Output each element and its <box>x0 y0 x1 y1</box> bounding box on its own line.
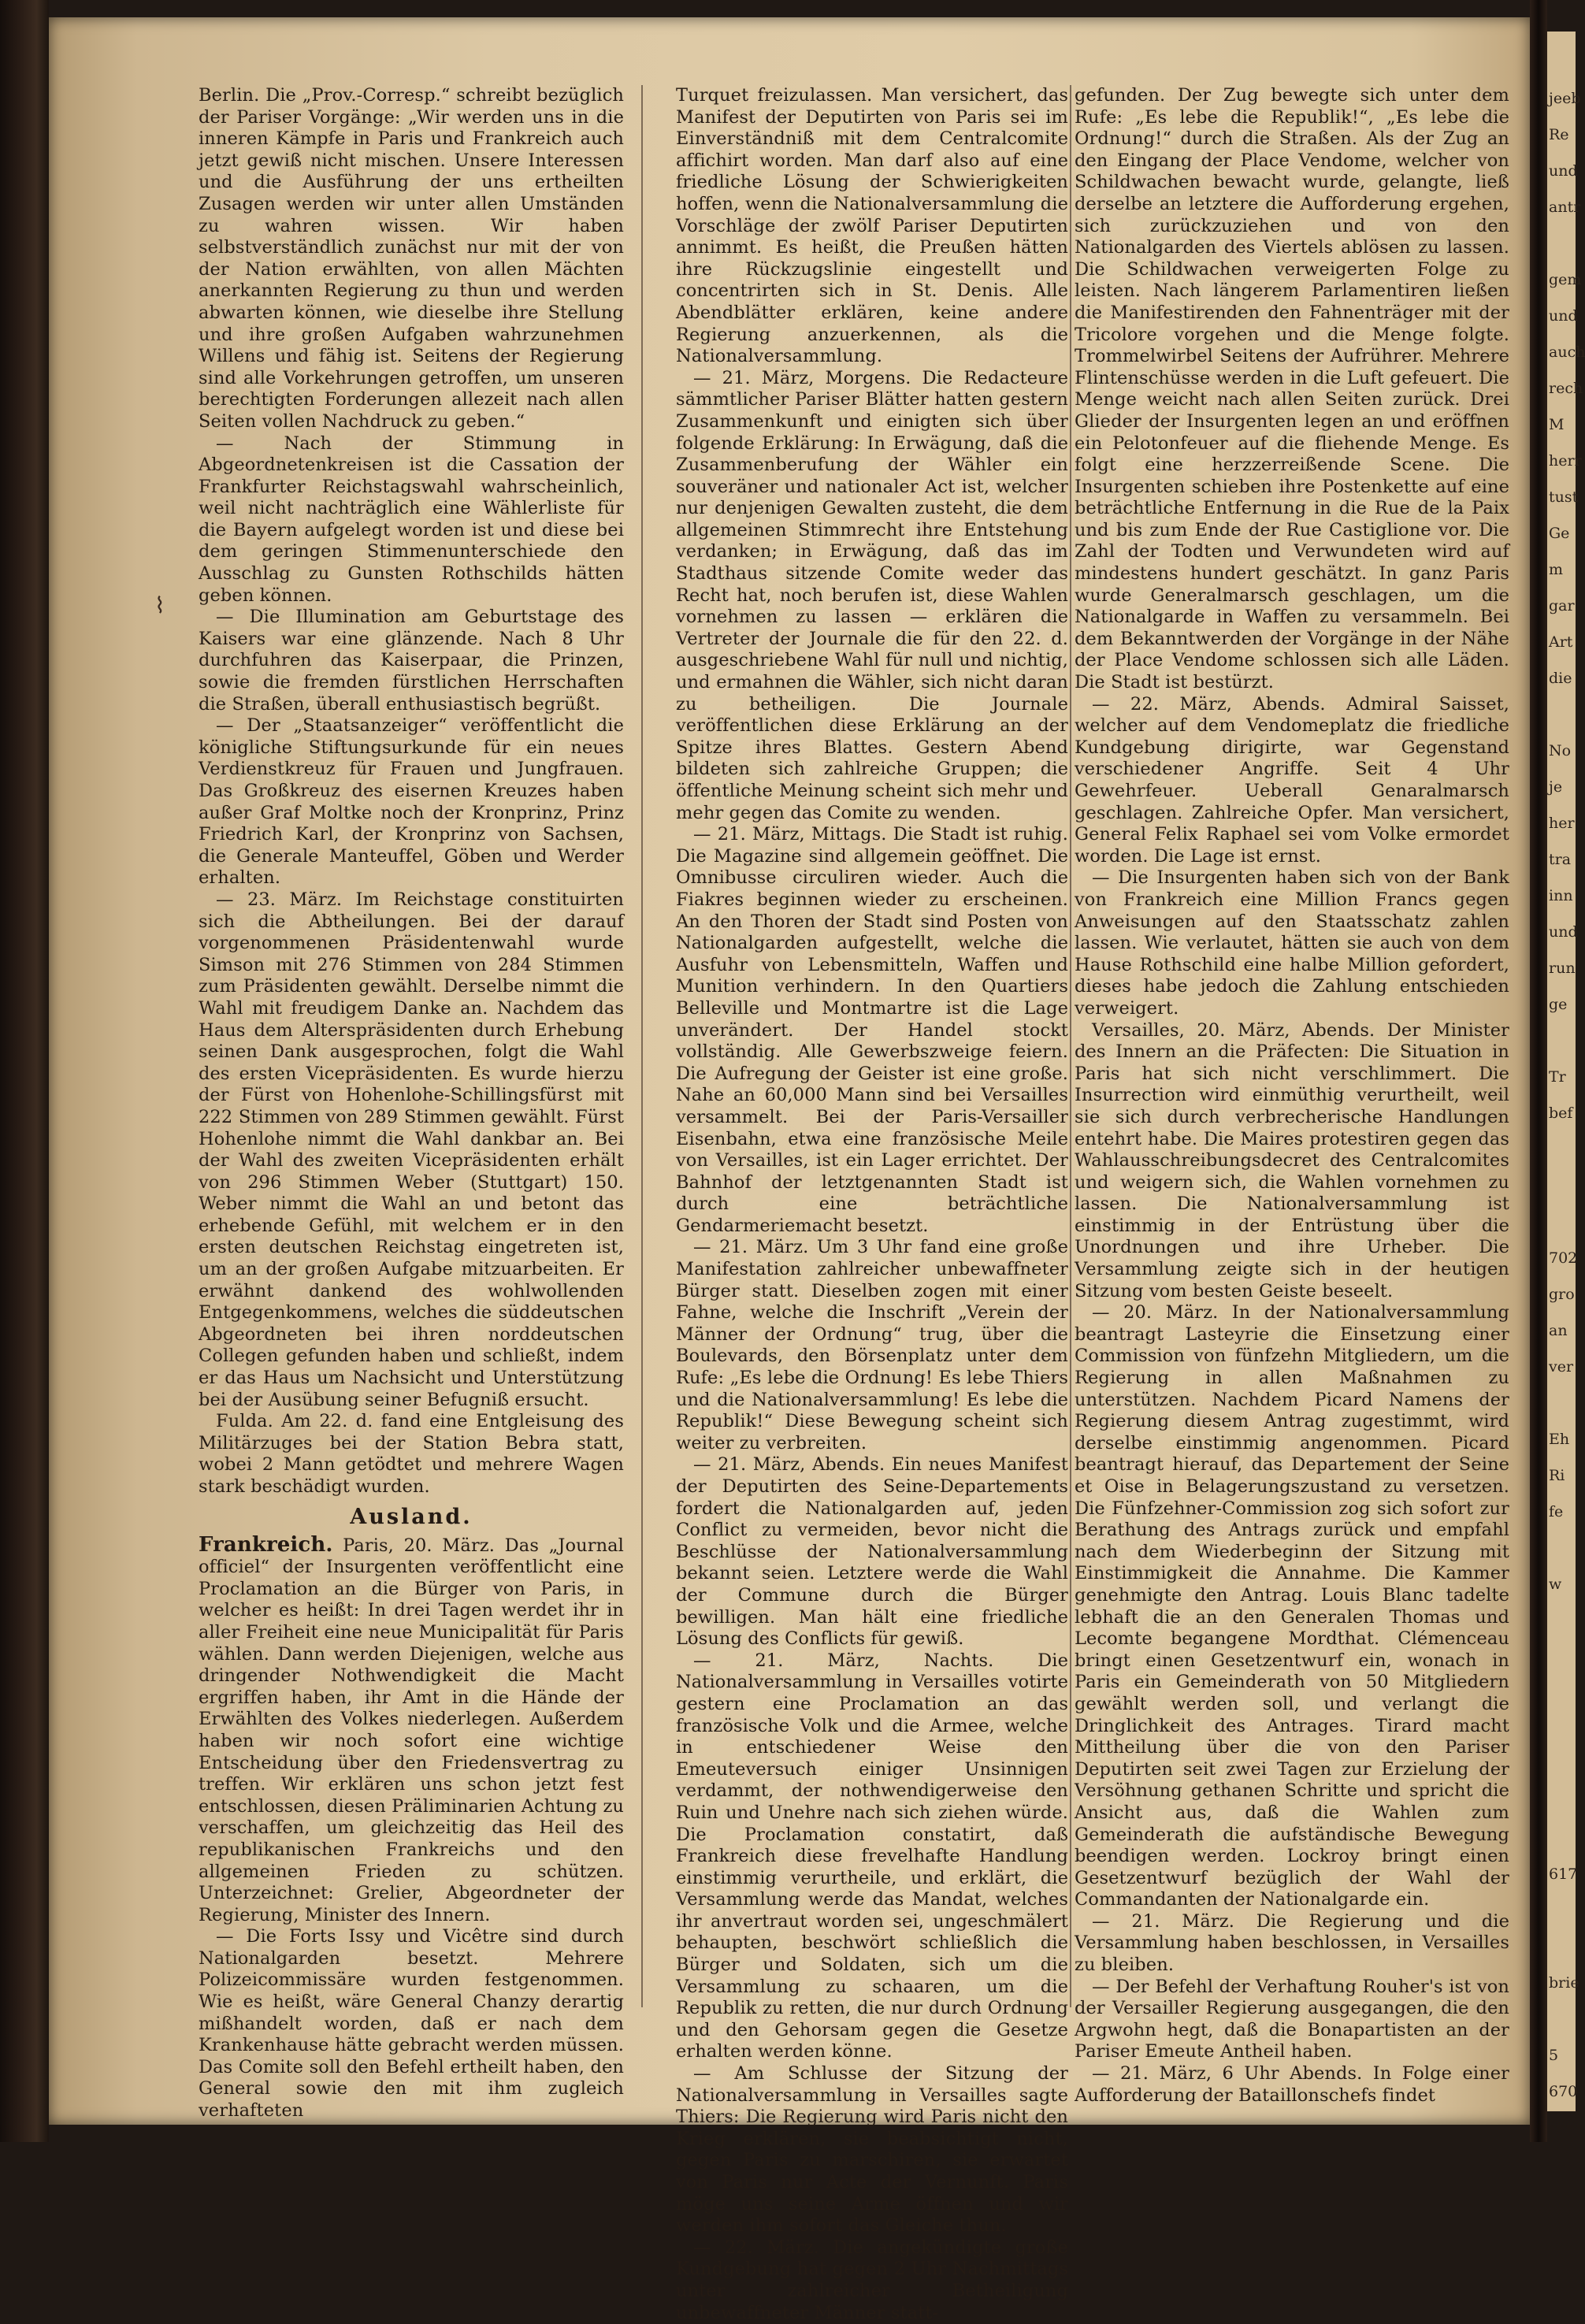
column-rule-1 <box>641 85 643 2007</box>
next-page-fragment: M <box>1549 416 1565 433</box>
redacteure-item: — 21. März, Morgens. Die Redacteure sämmtlicher Pariser Blätter hatten gestern Zusammenkunft und einigten sich über folgende Erklärung: In Erwägung, daß die Zusammenberufung der Wähler ein souveräner und nationaler Act ist, welcher nur denjenigen Gewalten zusteht, die dem allgemeinen Stimmrecht ihre Entstehung verdanken; in Erwägung, daß das im Stadthaus sitzende Comite weder das Recht hat, noch berufen ist, diese Wahlen vornehmen zu lassen — erklären die Vertreter der Journale die für den 22. d. ausgeschriebene Wahl für null und nichtig, und ermahnen die Wähler, sich nicht daran zu betheiligen. Die Journale veröffentlichen diese Erklärung an der Spitze ihres Blattes. Gestern Abend bildeten sich zahlreiche Gruppen; die öffentliche Meinung scheint sich mehr und mehr gegen das Comite zu wenden. <box>676 367 1068 823</box>
next-page-fragment: Ge <box>1549 525 1570 542</box>
next-page-fragment: Tr <box>1549 1068 1566 1086</box>
kundgebung-item: — 22. März. Die angekündigte große Kundgebung hat gegen 2 Uhr Nachmittags unter zahlreicher Betheiligung unbewaffneter Männer statt- <box>676 2237 1068 2323</box>
next-page-fragment: die <box>1549 670 1572 687</box>
next-page-fragment: ge <box>1549 996 1568 1013</box>
turquet-item: Turquet freizulassen. Man versichert, das Manifest der Deputirten von Paris sei im Einverständniß mit dem Centralcomite affichirt worden. Man darf also auf eine friedliche Lösung der Schwierigkeiten hoffen, wenn die Nationalversammlung die Vorschläge der zwölf Pariser Deputirten annimmt. Es heißt, die Preußen hätten ihre Rückzugslinie eingestellt und concentrirten sich in St. Denis. Alle Abendblätter erklären, keine andere Regierung anzuerkennen, als die Nationalversammlung. <box>676 85 1068 367</box>
next-page-fragment: ver <box>1549 1358 1574 1375</box>
fulda-item: Fulda. Am 22. d. fand eine Entgleisung des Militärzuges bei der Station Bebra statt, wobei 2 Mann getödtet und mehrere Wagen stark beschädigt wurden. <box>199 1411 624 1497</box>
next-page-fragment: w <box>1549 1576 1562 1593</box>
nachts-item: — 21. März, Nachts. Die Nationalversammlung in Versailles votirte gestern eine Proclamation an das französische Volk und die Armee, welche in entschiedener Weise den Emeuteversuch einiger Unsinnigen verdammt, der nothwendigerweise den Ruin und Unehre nach sich ziehen würde. Die Proclamation constatirt, daß Frankreich diese frevelhafte Handlung einstimmig verurtheile, und erklärt, die Versammlung werde das Mandat, welches ihr anvertraut worden sei, ungeschmälert behaupten, beschwört schließlich die Bürger und Soldaten, sich um die Versammlung zu schaaren, um die Republik zu retten, die nur durch Ordnung und den Gehorsam gegen die Gesetze erhalten werden könne. <box>676 1650 1068 2062</box>
staatsanzeiger-item: — Der „Staatsanzeiger“ veröffentlicht die königliche Stiftungsurkunde für ein neues Verdienstkreuz für Frauen und Jungfrauen. Das Großkreuz des eisernen Kreuzes haben außer Graf Moltke noch der Kronprinz, Prinz Friedrich Karl, der Kronprinz von Sachsen, die Generale Manteuffel, Göben und Werder erhalten. <box>199 715 624 889</box>
next-page-fragment: bef <box>1549 1104 1573 1122</box>
next-page-fragment: antr <box>1549 199 1581 216</box>
illumination-item: — Die Illumination am Geburtstage des Kaisers war eine glänzende. Nach 8 Uhr durchfuhren das Kaiserpaar, die Prinzen, sowie die fremden fürstlichen Herrschaften die Straßen, überall enthusiastisch begrüßt. <box>199 607 624 715</box>
next-page-fragment: No <box>1549 742 1572 759</box>
thiers-item: — Am Schlusse der Sitzung der Nationalversammlung in Versailles sagte Thiers: Die Regierung wird Paris nicht den Krieg erklären, sie beabsichtigt nicht, gegen Paris zu marschiren, sie erwartet von Paris nur Acte der Vernunft. Paris möge uns seine Arme öffnen und wir werden ihm sofort das Gleiche thun. <box>676 2063 1068 2237</box>
next-page-fragment: run <box>1549 960 1576 977</box>
next-page-fragment: auch <box>1549 343 1585 361</box>
next-page-fragment: Eh <box>1549 1431 1570 1448</box>
next-page-fragment: rech <box>1549 380 1583 397</box>
frankreich-paris-item <box>199 1532 624 1927</box>
forts-item: — Die Forts Issy und Vicêtre sind durch Nationalgarden besetzt. Mehrere Polizeicommissäre wurden festgenommen. Wie es heißt, wäre General Chanzy derartig mißhandelt worden, daß er nach dem Krankenhause hätte gebracht werden müssen. Das Comite soll den Befehl ertheilt haben, den General sowie den mit ihm zugleich verhafteten <box>199 1926 624 2122</box>
next-page-fragment: herr <box>1549 452 1582 470</box>
next-page-fragment: fe <box>1549 1503 1564 1520</box>
next-page-fragment: her <box>1549 815 1575 832</box>
next-page-fragment: und <box>1549 162 1578 180</box>
next-page-fragment: 5 <box>1549 2047 1559 2064</box>
next-page-fragment: gro <box>1549 1286 1575 1303</box>
next-page-fragment: Ri <box>1549 1467 1565 1484</box>
bank-item: — Die Insurgenten haben sich von der Bank von Frankreich eine Million Francs gegen Anweisungen auf den Staatsschatz zahlen lassen. Wie verlautet, hätten sie auch von dem Hause Rothschild eine halbe Million gefordert, dieses habe jedoch die Zahlung entschieden verweigert. <box>1075 867 1509 1019</box>
next-page-fragment: gar <box>1549 597 1575 614</box>
next-page-edge <box>1547 32 1585 2111</box>
place-vendome-item: gefunden. Der Zug bewegte sich unter dem Rufe: „Es lebe die Republik!“, „Es lebe die Ordnung!“ durch die Straßen. Als der Zug an den Eingang der Place Vendome, welcher von Schildwachen bewacht wurde, gelangte, ließ derselbe an letztere die Aufforderung ergehen, sich zurückzuziehen und von den Nationalgarden des Viertels ablösen zu lassen. Die Schildwachen verweigerten Folge zu leisten. Nach längerem Parlamentiren ließen die Manifestirenden den Fahnenträger mit der Tricolore vorgehen und die Menge folgte. Trommelwirbel Seitens der Aufrührer. Mehrere Flintenschüsse werden in die Luft gefeuert. Die Menge weicht nach allen Seiten zurück. Drei Glieder der Insurgenten legen an und eröffnen ein Pelotonfeuer auf die fliehende Menge. Es folgt eine herzzerreißende Scene. Die Insurgenten schieben ihre Postenkette auf eine beträchtliche Entfernung in die Rue de la Paix und bis zum Ende der Rue Castiglione vor. Die Zahl der Todten und Verwundeten wird auf mindestens hundert geschätzt. In ganz Paris wurde Generalmarsch geschlagen, um die Nationalgarde in Waffen zu versammeln. Bei dem Bekanntwerden der Vorgänge in der Nähe der Place Vendome schlossen sich alle Läden. Die Stadt ist bestürzt. <box>1075 85 1509 693</box>
next-page-fragment: Re <box>1549 126 1569 143</box>
seine-deputies-item: — 21. März, Abends. Ein neues Manifest der Deputirten des Seine-Departements fordert die Nationalgarden auf, jeden Conflict zu vermeiden, bevor nicht die Beschlüsse der Nationalversammlung bekannt seien. Letztere werde die Wahl der Commune durch die Bürger bewilligen. Man hält eine friedliche Lösung des Conflicts für gewiß. <box>676 1454 1068 1650</box>
saisset-item: — 22. März, Abends. Admiral Saisset, welcher auf dem Vendomeplatz die friedliche Kundgebung dirigirte, war Gegenstand verschiedener Angriffe. Seit 4 Uhr Gewehrfeuer. Ueberall Genaralmarsch geschlagen. Zahlreiche Opfer. Man versichert, General Felix Raphael sei vom Volke ermordet worden. Die Lage ist ernst. <box>1075 693 1509 867</box>
book-binding <box>0 0 49 2142</box>
next-page-fragment: brie <box>1549 1974 1579 1992</box>
next-page-fragment: 670 <box>1549 2083 1578 2100</box>
next-page-fragment: 617 <box>1549 1866 1578 1883</box>
next-page-fragment: tust <box>1549 488 1579 506</box>
next-page-fragment: Art <box>1549 633 1573 651</box>
reichstag-item: — 23. März. Im Reichstage constituirten sich die Abtheilungen. Bei der darauf vorgenommenen Präsidentenwahl wurde Simson mit 276 Stimmen von 284 Stimmen zum Präsidenten gewählt. Derselbe nimmt die Wahl mit freudigem Danke an. Nachdem das Haus dem Alterspräsidenten durch Erhebung seinen Dank ausgesprochen, folgt die Wahl des ersten Vicepräsidenten. Es wurde hierzu der Fürst von Hohenlohe-Schillingsfürst mit 222 Stimmen von 289 Stimmen gewählt. Fürst Hohenlohe nimmt die Wahl dankbar an. Bei der Wahl des zweiten Vicepräsidenten erhält von 296 Stimmen Weber (Stuttgart) 150. Weber nimmt die Wahl an und betont das erhebende Gefühl, mit welchem er in den ersten deutschen Reichstag eingetreten ist, um an der großen Aufgabe mitzuarbeiten. Er erwähnt dankend des wohlwollenden Entgegenkommens, welches die süddeutschen Abgeordneten bei ihren norddeutschen Collegen gefunden haben und schließt, indem er das Haus um Nachsicht und Unterstützung bei der Ausübung seiner Befugniß ersucht. <box>199 889 624 1410</box>
column-3 <box>1075 85 1509 2106</box>
next-page-fragment: an <box>1549 1322 1568 1339</box>
next-page-fragment: m <box>1549 561 1564 578</box>
column-1 <box>199 85 624 2122</box>
margin-pencil-mark: ⌇ <box>154 592 165 618</box>
next-page-fragment: gem <box>1549 271 1582 288</box>
rouher-item: — Der Befehl der Verhaftung Rouher's ist von der Versailler Regierung ausgegangen, die den Argwohn hegt, daß die Bonapartisten an der Pariser Emeute Antheil haben. <box>1075 1976 1509 2062</box>
versailles-stay-item: — 21. März. Die Regierung und die Versammlung haben beschlossen, in Versailles zu bleiben. <box>1075 1910 1509 1976</box>
next-page-fragment: 702 <box>1549 1249 1578 1267</box>
next-page-fragment: und <box>1549 923 1578 941</box>
next-page-fragment: inn <box>1549 887 1573 904</box>
versailles-item: Versailles, 20. März, Abends. Der Minister des Innern an die Präfecten: Die Situation in Paris hat sich nicht verschlimmert. Die Insurrection wird einmüthig verurtheilt, weil sie sich durch verbrecherische Handlungen entehrt habe. Die Maires protestiren gegen das Wahlausschreibungsdecret des Centralcomites und weigern sich, die Wahlen vornehmen zu lassen. Die Nationalversammlung ist einstimmig in der Entrüstung über die Unordnungen und ihre Urheber. Die Versammlung zeigte sich in der heutigen Sitzung vom besten Geiste beseelt. <box>1075 1019 1509 1301</box>
next-page-fragment: je <box>1549 778 1563 796</box>
berlin-prov-corresp-item: Berlin. Die „Prov.-Corresp.“ schreibt bezüglich der Pariser Vorgänge: „Wir werden uns in die inneren Kämpfe in Paris und Frankreich auch jetzt gewiß nicht mischen. Unsere Interessen und die Ausführung der uns ertheilten Zusagen werden wir unter allen Umständen zu wahren wissen. Wir haben selbstverständlich zunächst nur mit der von der Nation erwählten, von allen Mächten anerkannten Regierung zu thun und werden abwarten können, wie dieselbe ihre Stellung und ihre großen Aufgaben wahrzunehmen Willens und fähig ist. Seitens der Regierung sind alle Vorkehrungen getroffen, um unseren berechtigten Forderungen allezeit nach allen Seiten vollen Nachdruck zu geben.“ <box>199 85 624 432</box>
bataillonschefs-item: — 21. März, 6 Uhr Abends. In Folge einer Aufforderung der Bataillonschefs findet <box>1075 2063 1509 2106</box>
manifestation-item: — 21. März. Um 3 Uhr fand eine große Manifestation zahlreicher unbewaffneter Bürger statt. Dieselben zogen mit einer Fahne, welche die Inschrift „Verein der Männer der Ordnung“ trug, über die Boulevards, den Börsenplatz unter dem Rufe: „Es lebe die Ordnung! Es lebe Thiers und die Nationalversammlung! Es lebe die Republik!“ Diese Bewegung scheint sich weiter zu verbreiten. <box>676 1237 1068 1453</box>
frankfurt-election-item: — Nach der Stimmung in Abgeordnetenkreisen ist die Cassation der Frankfurter Reichstagswahl wahrscheinlich, weil nicht nachträglich eine Wählerliste für die Bayern aufgelegt worden ist und diese bei dem geringen Stimmenunterschiede den Ausschlag zu Gunsten Rothschilds hätten geben können. <box>199 433 624 606</box>
country-heading-frankreich: Frankreich. <box>199 1532 333 1557</box>
column-rule-2 <box>1070 85 1071 2007</box>
next-page-fragment: tra <box>1549 851 1572 868</box>
mittags-item: — 21. März, Mittags. Die Stadt ist ruhig. Die Magazine sind allgemein geöffnet. Die Omnibusse circuliren wieder. Auch die Fiakres beginnen wieder zu erscheinen. An den Thoren der Stadt sind Posten von Nationalgarden aufgestellt, welche die Ausfuhr von Lebensmitteln, Waffen und Munition verhindern. In den Quartiers Belleville und Montmartre ist die Lage unverändert. Der Handel stockt vollständig. Alle Gewerbszweige feiern. Die Aufregung der Geister ist eine große. Nahe an 60,000 Mann sind bei Versailles versammelt. Bei der Paris-Versailler Eisenbahn, etwa eine französische Meile von Versailles, ist ein Lager errichtet. Der Bahnhof der letztgenannten Stadt ist durch eine beträchtliche Gendarmeriemacht besetzt. <box>676 824 1068 1236</box>
column-2 <box>676 85 1068 2323</box>
nationalversammlung-item: — 20. März. In der Nationalversammlung beantragt Lasteyrie die Einsetzung einer Commission von fünfzehn Mitgliedern, um die Regierung in allen Maßnahmen zu unterstützen. Nachdem Picard Namens der Regierung diesem Antrag zugestimmt, wird derselbe einstimmig angenommen. Picard beantragt hierauf, das Departement der Seine et Oise in Belagerungszustand zu versetzen. Die Fünfzehner-Commission zog sich sofort zur Berathung des Antrags zurück und empfahl nach dem Wiederbeginn der Sitzung mit Einstimmigkeit die Annahme. Die Kammer genehmigte den Antrag. Louis Blanc tadelte lebhaft die an den Generalen Thomas und Lecomte begangene Mordthat. Clémenceau bringt einen Gesetzentwurf ein, wonach in Paris ein Gemeinderath von 50 Mitgliedern gewählt werden soll, und verlangt die Dringlichkeit des Antrages. Tirard macht Mittheilung über die von den Pariser Deputirten seit zwei Tagen zur Erzielung der Versöhnung gethanen Schritte und spricht die Ansicht aus, daß die Wahlen zum Gemeinderath die aufständische Bewegung beendigen werden. Lockroy bringt einen Gesetzentwurf bezüglich der Wahl der Commandanten der Nationalgarde ein. <box>1075 1302 1509 1910</box>
next-page-fragment: jeeb <box>1549 90 1581 107</box>
ausland-heading: Ausland. <box>350 1504 473 1529</box>
book-gutter <box>1530 0 1547 2142</box>
next-page-fragment: und <box>1549 307 1578 325</box>
paris-proclamation-text: Paris, 20. März. Das „Journal officiel“ der Insurgenten veröffentlicht eine Proclamation an die Bürger von Paris, in welcher es heißt: In drei Tagen werdet ihr in aller Freiheit eine neue Municipalität für Paris wählen. Dann werden Diejenigen, welche aus dringender Nothwendigkeit die Macht ergriffen haben, ihr Amt in die Hände der Erwählten des Volkes niederlegen. Außerdem haben wir noch sofort eine wichtige Entscheidung über den Friedensvertrag zu treffen. Wir erklären uns schon jetzt fest entschlossen, diesen Präliminarien Achtung zu verschaffen, um gleichzeitig das Heil des republikanischen Frankreichs und den allgemeinen Frieden zu schützen. Unterzeichnet: Grelier, Abgeordneter der Regierung, Minister des Innern. <box>199 1535 624 1925</box>
